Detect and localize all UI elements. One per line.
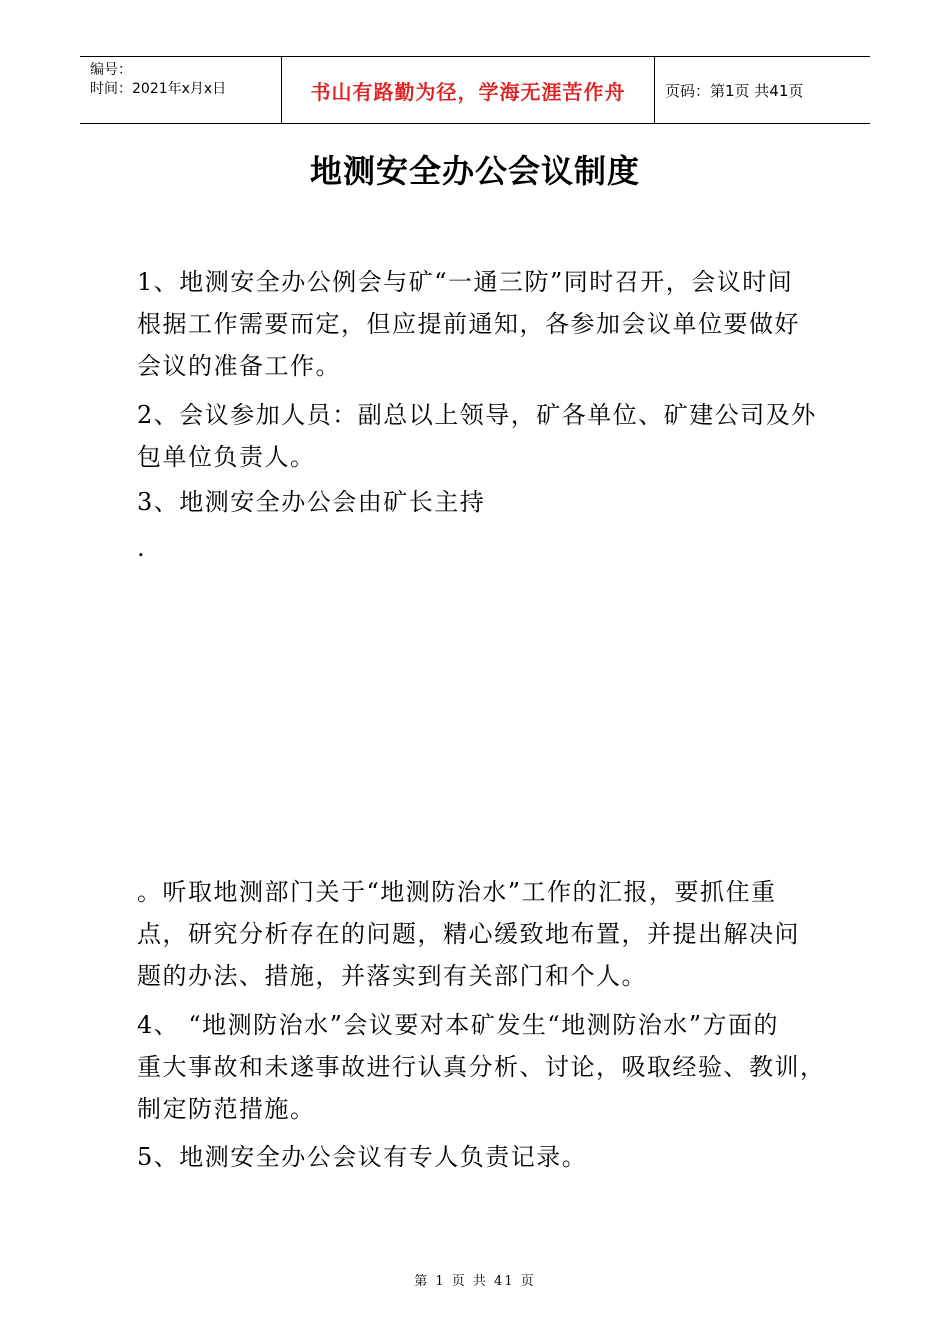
paragraph-line: 3、地测安全办公会由矿长主持 (137, 488, 486, 516)
page-footer: 第 1 页 共 41 页 (414, 1274, 536, 1289)
document-header (80, 56, 870, 124)
paragraph-line: 4、 “地测防治水”会议要对本矿发生“地测防治水”方面的 (137, 1011, 779, 1039)
paragraph-line: 。听取地测部门关于“地测防治水”工作的汇报，要抓住重 (137, 878, 777, 906)
header-meta-cell (80, 57, 282, 123)
paragraph-line: 根据工作需要而定，但应提前通知，各参加会议单位要做好 (137, 310, 800, 338)
motto-text: 书山有路勤为径，学海无涯苦作舟 (310, 79, 626, 104)
paragraph-line: . (137, 534, 147, 562)
paragraph-line: 会议的准备工作。 (137, 352, 341, 380)
paragraph-5 (137, 1004, 837, 1130)
paragraph-dot (137, 527, 837, 569)
paragraph-line: 题的办法、措施，并落实到有关部门和个人。 (137, 962, 647, 990)
paragraph-6 (137, 1136, 837, 1178)
document-title: 地测安全办公会议制度 (309, 152, 640, 190)
paragraph-line: 2、会议参加人员：副总以上领导，矿各单位、矿建公司及外 (137, 401, 817, 429)
number-label: 编号： (90, 62, 132, 78)
paragraph-4 (137, 871, 837, 997)
header-page-cell (655, 57, 870, 123)
paragraph-line: 点，研究分析存在的问题，精心缓致地布置，并提出解决问 (137, 920, 800, 948)
paragraph-line: 制定防范措施。 (137, 1095, 316, 1123)
paragraph-line: 重大事故和未遂事故进行认真分析、讨论，吸取经验、教训， (137, 1053, 826, 1081)
page-info: 页码：第1页 共41页 (665, 81, 804, 100)
paragraph-line: 1、地测安全办公例会与矿“一通三防”同时召开，会议时间 (137, 268, 794, 296)
paragraph-1 (137, 261, 837, 387)
header-motto-cell (282, 57, 655, 123)
paragraph-line: 5、地测安全办公会议有专人负责记录。 (137, 1143, 588, 1171)
time-label: 时间：2021年x月x日 (90, 81, 227, 97)
paragraph-3 (137, 481, 837, 523)
paragraph-2 (137, 394, 837, 478)
paragraph-line: 包单位负责人。 (137, 443, 316, 471)
